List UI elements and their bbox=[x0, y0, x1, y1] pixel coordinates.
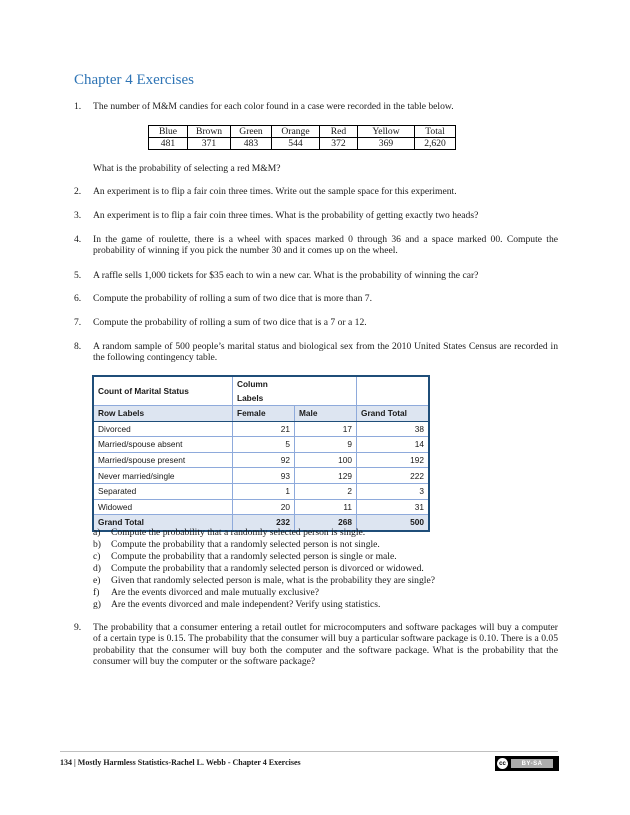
table-header-cell: Count of Marital Status bbox=[93, 376, 233, 406]
table-row bbox=[93, 452, 429, 468]
table-cell: Never married/single bbox=[93, 468, 233, 484]
table-cell: 481 bbox=[149, 138, 188, 150]
table-header-row bbox=[93, 406, 429, 422]
question-8-part-d bbox=[93, 563, 424, 575]
table-cell: Married/spouse present bbox=[93, 452, 233, 468]
cc-logo-icon: cc bbox=[497, 758, 508, 769]
part-text: Are the events divorced and male independent? Verify using statistics. bbox=[111, 599, 381, 610]
table-cell: 268 bbox=[295, 515, 357, 531]
table-cell: Total bbox=[415, 126, 456, 138]
question-number: 9. bbox=[74, 622, 82, 633]
table-cell: 38 bbox=[357, 421, 430, 437]
table-cell: 14 bbox=[357, 437, 430, 453]
part-text: Compute the probability that a randomly selected person is not single. bbox=[111, 539, 380, 550]
question-number: 1. bbox=[74, 101, 82, 112]
question-text: The number of M&M candies for each color found in a case were recorded in the table below. bbox=[93, 101, 454, 112]
table-cell: Green bbox=[231, 126, 272, 138]
table-cell: 20 bbox=[233, 499, 295, 515]
part-letter: d) bbox=[93, 563, 101, 574]
table-cell: 93 bbox=[233, 468, 295, 484]
table-row bbox=[93, 437, 429, 453]
part-text: Compute the probability that a randomly selected person is single. bbox=[111, 527, 366, 538]
table-cell: 17 bbox=[295, 421, 357, 437]
table-row bbox=[149, 138, 456, 150]
question-8-part-f bbox=[93, 587, 319, 599]
table-row bbox=[93, 483, 429, 499]
table-cell: Separated bbox=[93, 483, 233, 499]
table-cell: Brown bbox=[188, 126, 231, 138]
table-cell: 5 bbox=[233, 437, 295, 453]
table-cell: Blue bbox=[149, 126, 188, 138]
question-text: The probability that a consumer entering a retail outlet for microcomputers and software packages will buy a computer of a certain type is 0.15. The probability that the consumer will buy a particular software package is 0.10. There is a 0.05 probability that the consumer will buy both the computer and the software package. What is the probability that the consumer will buy the computer or the software package? bbox=[93, 622, 558, 668]
table-cell: 2 bbox=[295, 483, 357, 499]
question-7 bbox=[74, 317, 558, 328]
table-cell: 232 bbox=[233, 515, 295, 531]
table-header-cell: Male bbox=[295, 406, 357, 422]
chapter-heading: Chapter 4 Exercises bbox=[74, 72, 194, 88]
part-text: Given that randomly selected person is male, what is the probability they are single? bbox=[111, 575, 435, 586]
question-number: 3. bbox=[74, 210, 82, 221]
question-1-followup: What is the probability of selecting a red M&M? bbox=[93, 163, 281, 174]
table-cell: 483 bbox=[231, 138, 272, 150]
table-cell: 21 bbox=[233, 421, 295, 437]
table-row bbox=[93, 468, 429, 484]
question-4 bbox=[74, 234, 558, 257]
table-cell: Married/spouse absent bbox=[93, 437, 233, 453]
question-1 bbox=[74, 101, 558, 112]
question-8-part-b bbox=[93, 539, 380, 551]
table-cell: 222 bbox=[357, 468, 430, 484]
table-header-cell: Female bbox=[233, 406, 295, 422]
part-letter: a) bbox=[93, 527, 101, 538]
question-text: A raffle sells 1,000 tickets for $35 each to win a new car. What is the probability of winning the car? bbox=[93, 270, 479, 281]
table-header-cell: Grand Total bbox=[357, 406, 430, 422]
table-header-cell bbox=[295, 376, 357, 406]
question-8 bbox=[74, 341, 558, 364]
table-cell: Grand Total bbox=[93, 515, 233, 531]
question-3 bbox=[74, 210, 558, 221]
question-text: An experiment is to flip a fair coin three times. Write out the sample space for this experiment. bbox=[93, 186, 457, 197]
table-cell: Yellow bbox=[358, 126, 415, 138]
question-2 bbox=[74, 186, 558, 197]
table-cell: 92 bbox=[233, 452, 295, 468]
table-cell: Red bbox=[320, 126, 358, 138]
mm-color-table bbox=[148, 125, 456, 150]
question-6 bbox=[74, 293, 558, 304]
table-cell: 369 bbox=[358, 138, 415, 150]
table-cell: Divorced bbox=[93, 421, 233, 437]
table-cell: 9 bbox=[295, 437, 357, 453]
part-letter: g) bbox=[93, 599, 101, 610]
table-header-cell: Row Labels bbox=[93, 406, 233, 422]
footer-divider bbox=[60, 751, 558, 752]
question-9 bbox=[74, 622, 558, 668]
table-cell: Widowed bbox=[93, 499, 233, 515]
table-row bbox=[93, 499, 429, 515]
question-8-part-a bbox=[93, 527, 365, 539]
question-text: Compute the probability of rolling a sum of two dice that is more than 7. bbox=[93, 293, 372, 304]
question-5 bbox=[74, 270, 558, 281]
page-footer: 134 | Mostly Harmless Statistics-Rachel L. Webb - Chapter 4 Exercises bbox=[60, 758, 301, 767]
table-cell: 544 bbox=[272, 138, 320, 150]
question-8-part-c bbox=[93, 551, 397, 563]
table-header-cell bbox=[357, 376, 430, 406]
question-text: In the game of roulette, there is a wheel with spaces marked 0 through 36 and a space marked 00. Compute the probability of winning if you pick the number 30 and it comes up on the wheel. bbox=[93, 234, 558, 257]
table-cell: 129 bbox=[295, 468, 357, 484]
part-text: Compute the probability that a randomly selected person is single or male. bbox=[111, 551, 397, 562]
part-letter: c) bbox=[93, 551, 101, 562]
part-letter: e) bbox=[93, 575, 101, 586]
table-cell: 192 bbox=[357, 452, 430, 468]
license-badge bbox=[495, 756, 559, 771]
question-number: 7. bbox=[74, 317, 82, 328]
part-text: Are the events divorced and male mutually exclusive? bbox=[111, 587, 320, 598]
table-cell: 372 bbox=[320, 138, 358, 150]
table-cell: 11 bbox=[295, 499, 357, 515]
question-number: 8. bbox=[74, 341, 82, 352]
marital-status-contingency-table bbox=[92, 375, 430, 532]
question-8-part-e bbox=[93, 575, 435, 587]
table-cell: 31 bbox=[357, 499, 430, 515]
question-text: An experiment is to flip a fair coin three times. What is the probability of getting exactly two heads? bbox=[93, 210, 479, 221]
table-header-row bbox=[149, 126, 456, 138]
question-text: Compute the probability of rolling a sum of two dice that is a 7 or a 12. bbox=[93, 317, 367, 328]
table-cell: 100 bbox=[295, 452, 357, 468]
table-row bbox=[93, 421, 429, 437]
part-letter: b) bbox=[93, 539, 101, 550]
question-text: A random sample of 500 people’s marital status and biological sex from the 2010 United States Census are recorded in the following contingency table. bbox=[93, 341, 558, 364]
table-cell: 2,620 bbox=[415, 138, 456, 150]
table-header-row bbox=[93, 376, 429, 406]
table-cell: Orange bbox=[272, 126, 320, 138]
license-label: BY-SA bbox=[511, 759, 553, 768]
part-text: Compute the probability that a randomly selected person is divorced or widowed. bbox=[111, 563, 424, 574]
question-8-part-g bbox=[93, 599, 380, 611]
table-cell: 500 bbox=[357, 515, 430, 531]
question-number: 4. bbox=[74, 234, 82, 245]
question-number: 2. bbox=[74, 186, 82, 197]
table-header-cell: Column Labels bbox=[233, 376, 295, 406]
question-number: 5. bbox=[74, 270, 82, 281]
part-letter: f) bbox=[93, 587, 100, 598]
table-cell: 1 bbox=[233, 483, 295, 499]
question-number: 6. bbox=[74, 293, 82, 304]
table-cell: 371 bbox=[188, 138, 231, 150]
table-cell: 3 bbox=[357, 483, 430, 499]
